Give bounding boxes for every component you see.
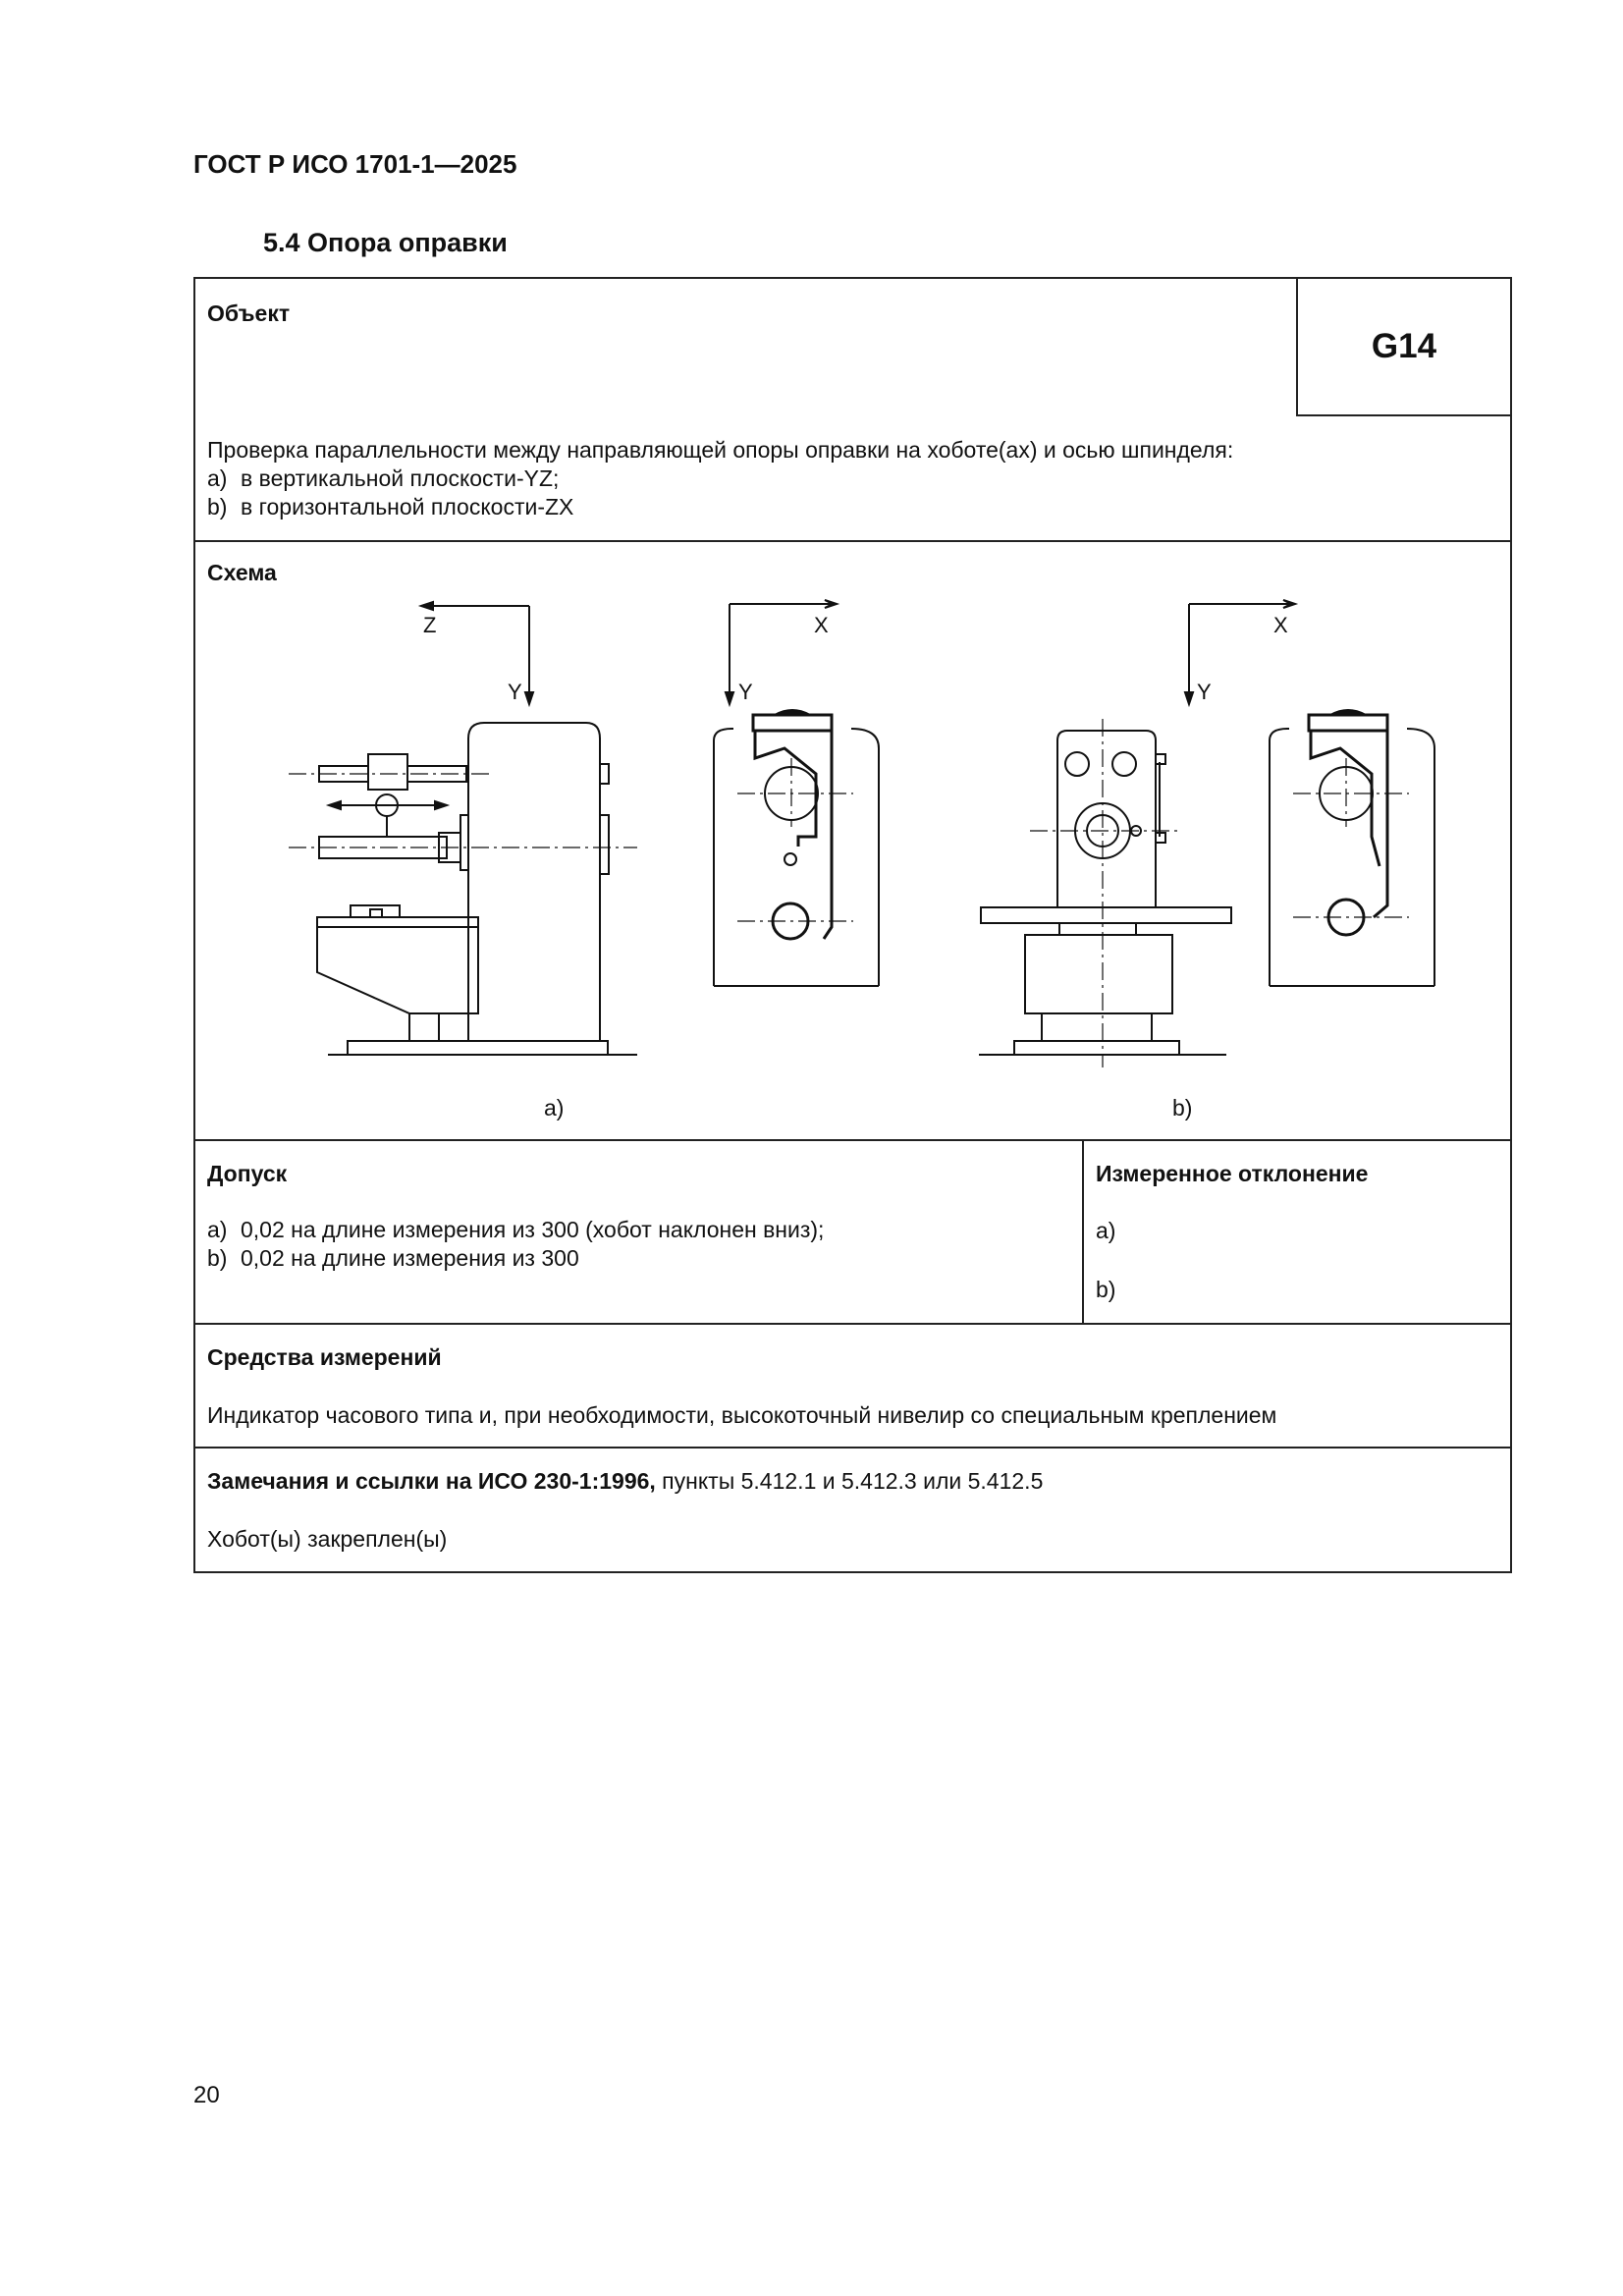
machine-side-view (289, 723, 637, 1121)
tolerance-item-marker: a) (207, 1217, 228, 1242)
object-row (195, 279, 1510, 542)
machine-front-view (979, 600, 1295, 1121)
scheme-label: Схема (207, 560, 277, 585)
object-item-marker: a) (207, 465, 228, 491)
measuring-means-row (195, 1325, 1510, 1449)
test-sheet-table (193, 277, 1512, 1573)
axis-triad-a (421, 602, 533, 704)
caption-a: a) (544, 1095, 565, 1121)
deviation-a: a) (1096, 1218, 1116, 1243)
object-item-marker: b) (207, 494, 228, 519)
tolerance-item-marker: b) (207, 1245, 228, 1271)
tolerance-item-b (207, 1244, 824, 1273)
arbor-support-detail-b (1270, 710, 1434, 986)
object-item-b (207, 493, 1233, 521)
axis-label-y: Y (1197, 680, 1212, 704)
object-item-text: в горизонтальной плоскости-ZX (241, 494, 574, 519)
tolerance-cell (195, 1141, 1084, 1323)
arbor-support-detail-a (714, 600, 879, 986)
tolerance-items (207, 1216, 824, 1273)
measuring-means-text: Индикатор часового типа и, при необходимости, высокоточный нивелир со специальным креплением (207, 1402, 1277, 1428)
tolerance-row (195, 1141, 1510, 1325)
document-header: ГОСТ Р ИСО 1701-1—2025 (193, 149, 517, 179)
notes-row (195, 1449, 1510, 1571)
page-number: 20 (193, 2082, 220, 2108)
deviation-b: b) (1096, 1277, 1116, 1302)
notes-text: Хобот(ы) закреплен(ы) (207, 1526, 448, 1552)
test-code: G14 (1296, 279, 1510, 416)
scheme-drawing (195, 542, 1510, 1139)
axis-label-y: Y (738, 680, 753, 704)
object-description: Проверка параллельности между направляющей опоры оправки на хоботе(ах) и осью шпинделя: (207, 437, 1234, 463)
caption-b: b) (1172, 1095, 1193, 1121)
tolerance-item-text: 0,02 на длине измерения из 300 (241, 1245, 579, 1271)
tolerance-item-a (207, 1216, 824, 1244)
measuring-means-label: Средства измерений (207, 1344, 442, 1370)
axis-label-x: X (814, 613, 829, 637)
axis-label-x: X (1273, 613, 1288, 637)
object-item-text: в вертикальной плоскости-YZ; (241, 465, 560, 491)
deviation-label: Измеренное отклонение (1096, 1161, 1369, 1186)
object-item-a (207, 465, 1233, 493)
notes-reference-bold: Замечания и ссылки на ИСО 230-1:1996, (207, 1468, 656, 1494)
axis-label-y: Y (508, 680, 522, 704)
deviation-cell (1084, 1141, 1510, 1323)
tolerance-label: Допуск (207, 1161, 288, 1186)
notes-reference (207, 1468, 1043, 1495)
object-label: Объект (207, 301, 291, 326)
object-description-block (207, 436, 1233, 521)
notes-reference-rest: пункты 5.412.1 и 5.412.3 или 5.412.5 (655, 1468, 1044, 1494)
section-title: 5.4 Опора оправки (263, 228, 508, 257)
axis-label-z: Z (423, 613, 437, 637)
scheme-row (195, 542, 1510, 1141)
tolerance-item-text: 0,02 на длине измерения из 300 (хобот наклонен вниз); (241, 1217, 825, 1242)
